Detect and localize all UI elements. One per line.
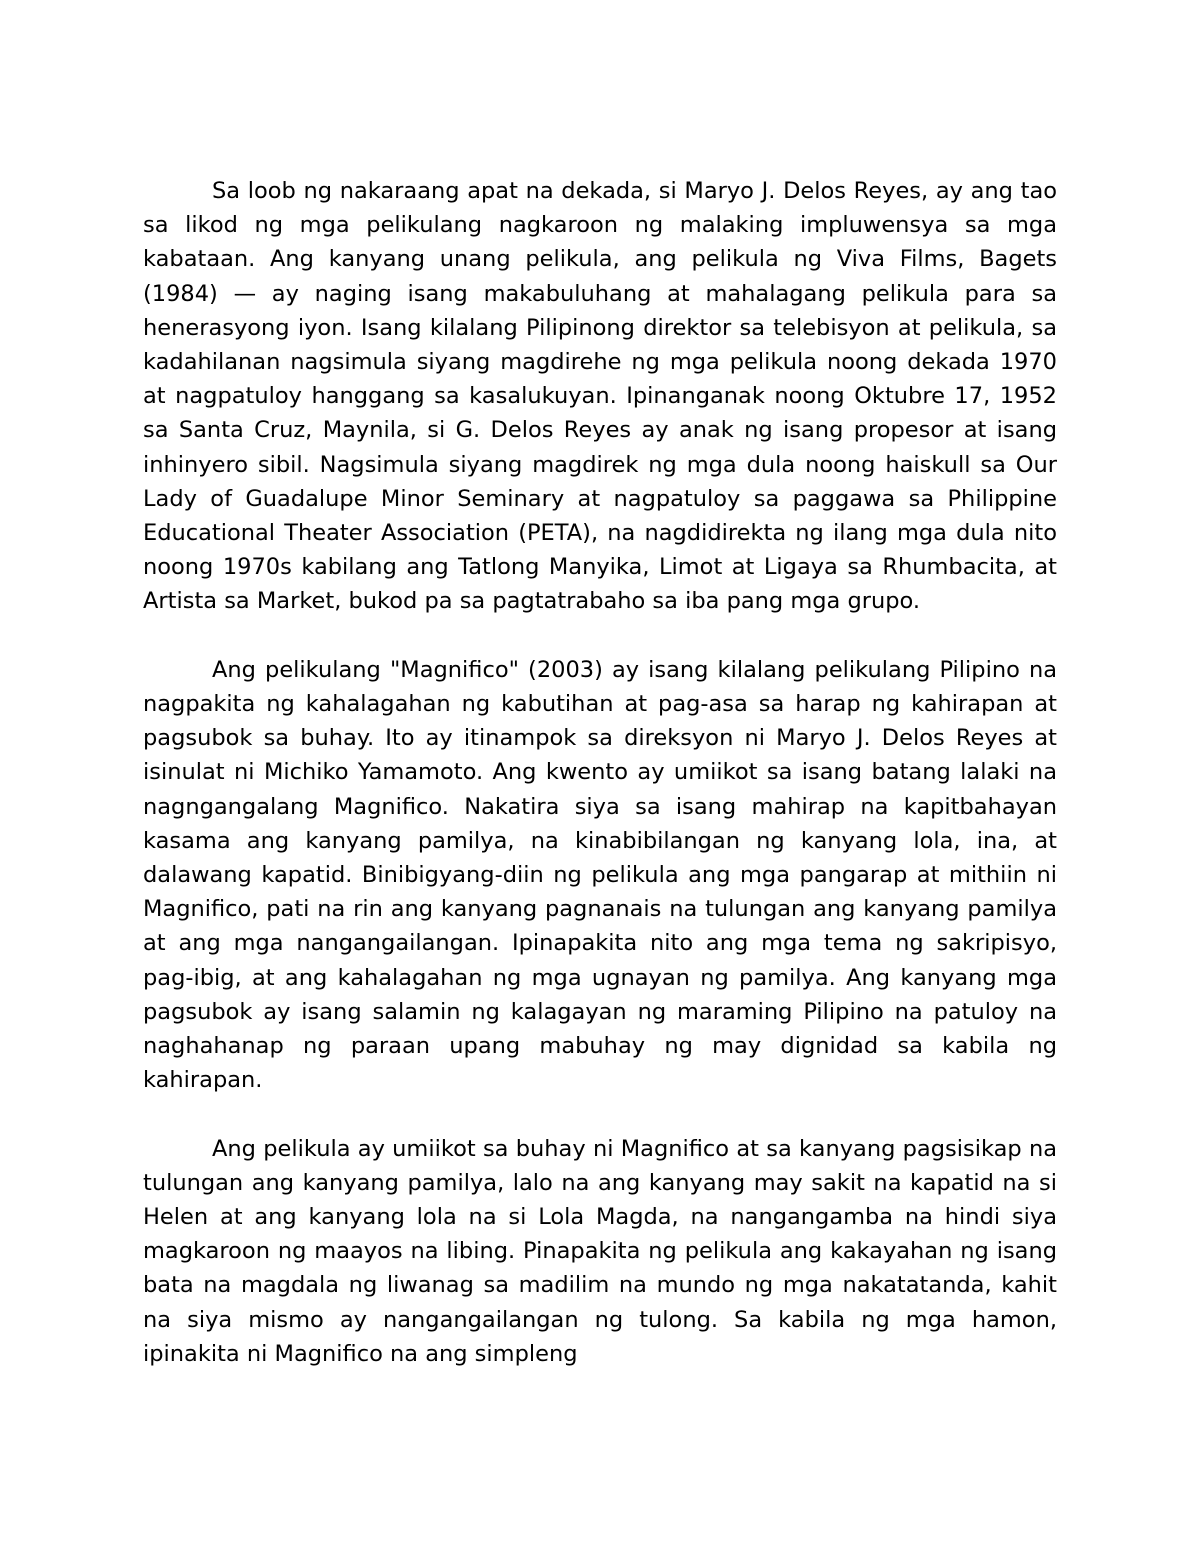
paragraph-1: Sa loob ng nakaraang apat na dekada, si Maryo J. Delos Reyes, ay ang tao sa likod ng mga pelikulang nagkaroon ng malaking impluwensya sa mga kabataan. Ang kanyang unang pelikula, ang pelikula ng Viva Films, Bagets (1984) — ay naging isang makabuluhang at mahalagang pelikula para sa henerasyong iyon. Isang kilalang Pilipinong direktor sa telebisyon at pelikula, sa kadahilanan nagsimula siyang magdirehe ng mga pelikula noong dekada 1970 at nagpatuloy hanggang sa kasalukuyan. Ipinanganak noong Oktubre 17, 1952 sa Santa Cruz, Maynila, si G. Delos Reyes ay anak ng isang propesor at isang inhinyero sibil. Nagsimula siyang magdirek ng mga dula noong haiskull sa Our Lady of Guadalupe Minor Seminary at nagpatuloy sa paggawa sa Philippine Educational Theater Association (PETA), na nagdidirekta ng ilang mga dula nito noong 1970s kabilang ang Tatlong Manyika, Limot at Ligaya sa Rhumbacita, at Artista sa Market, bukod pa sa pagtatrabaho sa iba pang mga grupo. <box>143 178 1057 615</box>
paragraph-2: Ang pelikulang "Magnifico" (2003) ay isang kilalang pelikulang Pilipino na nagpakita ng kahalagahan ng kabutihan at pag-asa sa harap ng kahirapan at pagsubok sa buhay. Ito ay itinampok sa direksyon ni Maryo J. Delos Reyes at isinulat ni Michiko Yamamoto. Ang kwento ay umiikot sa isang batang lalaki na nagngangalang Magnifico. Nakatira siya sa isang mahirap na kapitbahayan kasama ang kanyang pamilya, na kinabibilangan ng kanyang lola, ina, at dalawang kapatid. Binibigyang-diin ng pelikula ang mga pangarap at mithiin ni Magnifico, pati na rin ang kanyang pagnanais na tulungan ang kanyang pamilya at ang mga nangangailangan. Ipinapakita nito ang mga tema ng sakripisyo, pag-ibig, at ang kahalagahan ng mga ugnayan ng pamilya. Ang kanyang mga pagsubok ay isang salamin ng kalagayan ng maraming Pilipino na patuloy na naghahanap ng paraan upang mabuhay ng may dignidad sa kabila ng kahirapan. <box>143 656 1057 1094</box>
paragraph-3: Ang pelikula ay umiikot sa buhay ni Magnifico at sa kanyang pagsisikap na tulungan ang kanyang pamilya, lalo na ang kanyang may sakit na kapatid na si Helen at ang kanyang lola na si Lola Magda, na nangangamba na hindi siya magkaroon ng maayos na libing. Pinapakita ng pelikula ang kakayahan ng isang bata na magdala ng liwanag sa madilim na mundo ng mga nakatatanda, kahit na siya mismo ay nangangailangan ng tulong. Sa kabila ng mga hamon, ipinakita ni Magnifico na ang simpleng <box>143 1135 1057 1367</box>
document-body <box>143 174 1057 1371</box>
